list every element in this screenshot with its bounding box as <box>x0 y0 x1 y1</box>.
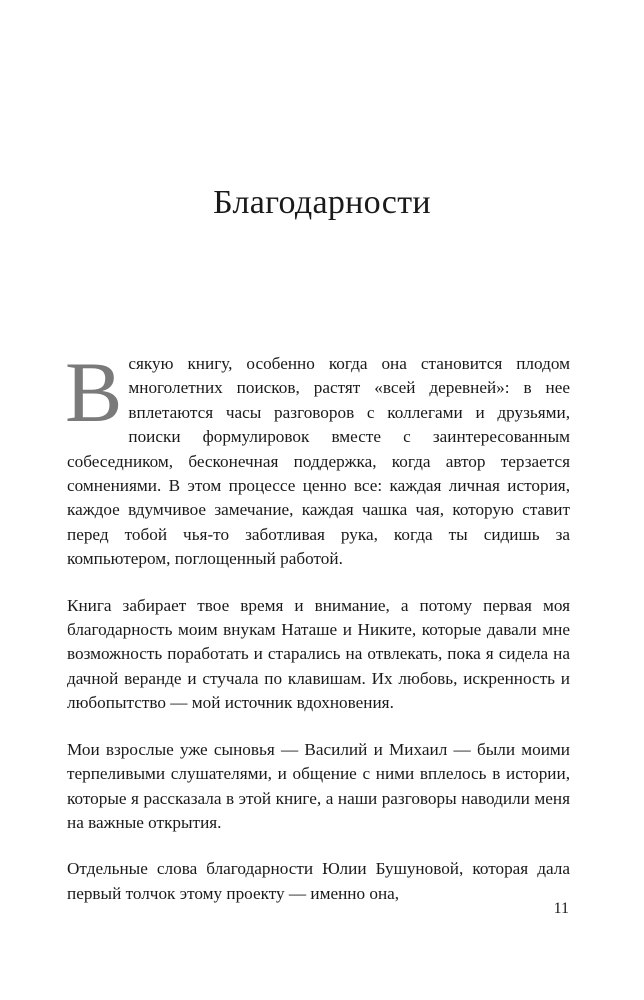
paragraph-4: Отдельные слова благодарности Юлии Бушуновой, которая дала первый толчок этому проекту — именно она, <box>67 859 570 903</box>
body-text <box>65 344 570 928</box>
page-number: 11 <box>553 900 569 917</box>
paragraph-3: Мои взрослые уже сыновья — Василий и Михаил — были моими терпеливыми слушателями, и общение с ними вплелось в истории, которые я рассказала в этой книге, а наши разговоры наводили меня на важные открытия. <box>67 739 570 832</box>
page-title: Благодарности <box>213 184 431 221</box>
paragraph-1 <box>65 344 570 572</box>
paragraph-1-text: сякую книгу, особенно когда она становится плодом многолетних поисков, растят «всей деревней»: в нее вплетаются часы разговоров с коллегами и друзьями, поиски формулировок вместе с заинтересованным собеседником, бесконечная поддержка, когда автор терзается сомнениями. В этом процессе ценно все: каждая личная история, каждое вдумчивое замечание, каждая чашка чая, которую ставит перед тобой чья-то заботливая рука, когда ты сидишь за компьютером, поглощенный работой. <box>67 354 570 569</box>
paragraph-2: Книга забирает твое время и внимание, а потому первая моя благодарность моим внукам Наташе и Никите, которые давали мне возможность поработать и старались на отвлекать, пока я сидела на дачной веранде и стучала по клавишам. Их любовь, искренность и любопытство — мой источник вдохновения. <box>67 595 570 713</box>
drop-cap: В <box>65 344 123 440</box>
